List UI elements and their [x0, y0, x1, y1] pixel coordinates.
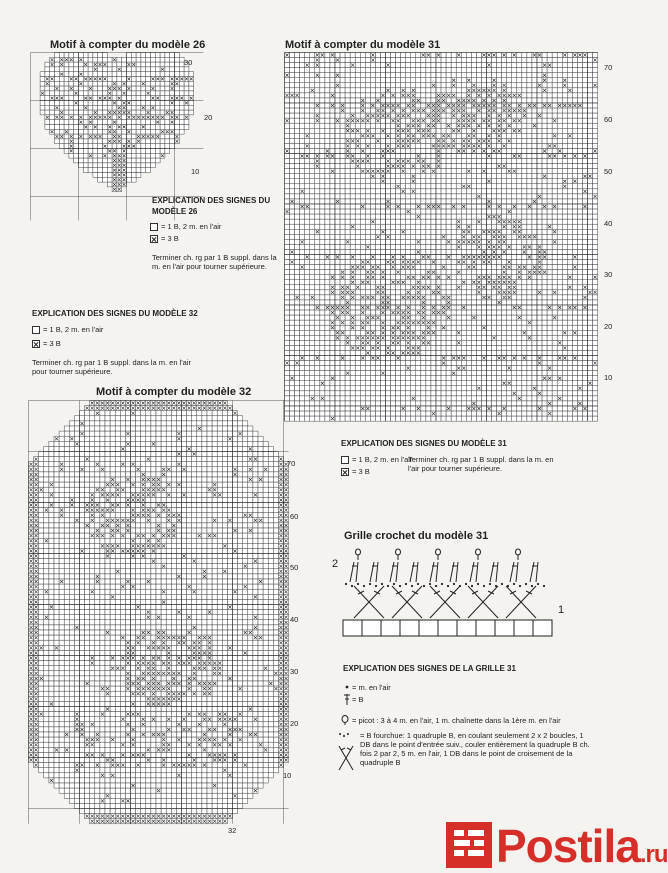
model31-axis-40: 40: [604, 219, 613, 228]
grille31-item-forked: = B fourchue: 1 quadruple B, en coulant seulement 2 x 2 boucles, 1 DB dans le point d'entrée suiv., couler entièrement la quadruple B ch. fois 2 par 2, 5 m. en l'air, 1 DB dans le point de croisement de la quadruple B: [360, 731, 590, 767]
heart-cells: [40, 53, 194, 192]
model26-axis-20: 20: [204, 113, 213, 122]
model32-axis-40: 40: [290, 615, 299, 624]
model26-legend-empty: [150, 222, 221, 231]
chain-dots: [345, 583, 545, 587]
model31-axis-70: 70: [604, 63, 613, 72]
model32-axis-70: 70: [287, 459, 296, 468]
grille31-row-2: 2: [332, 558, 339, 570]
model31-axis-30: 30: [604, 270, 613, 279]
grille31-row-1: 1: [558, 604, 565, 616]
model32-legend-title: EXPLICATION DES SIGNES DU MODÈLE 32: [32, 309, 198, 318]
model32-axis-30: 30: [290, 667, 299, 676]
model32-axis-50: 50: [290, 563, 299, 572]
model31-legend-title: EXPLICATION DES SIGNES DU MODÈLE 31: [341, 439, 507, 448]
forked-treble-icon: [336, 730, 356, 778]
grille31-item-treble: = B: [352, 695, 364, 704]
square31-cells: [285, 53, 598, 422]
model32-title: Motif à compter du modèle 32: [96, 386, 252, 398]
square-chart-31: [284, 52, 600, 424]
cross-square-icon: [341, 468, 349, 476]
model31-axis-60: 60: [604, 115, 613, 124]
watermark-domain: .ru: [639, 841, 668, 868]
model31-axis-50: 50: [604, 167, 613, 176]
model31-legend-empty-label: = 1 B, 2 m. en l'air: [352, 455, 413, 464]
model31-legend-cross: [341, 467, 370, 476]
watermark-brand: [496, 819, 668, 873]
grille31-item-picot: = picot : 3 à 4 m. en l'air, 1 m. chaînette dans la 1ère m. en l'air: [352, 716, 561, 725]
grille31-title: Grille crochet du modèle 31: [344, 530, 489, 542]
model26-axis-10: 10: [191, 167, 200, 176]
model32-axis-20: 20: [290, 719, 299, 728]
model31-axis-10: 10: [604, 373, 613, 382]
grille31-legend-title: EXPLICATION DES SIGNES DE LA GRILLE 31: [343, 664, 516, 673]
model26-legend-cross-label: = 3 B: [161, 234, 179, 243]
model26-legend-cross: [150, 234, 179, 243]
model32-legend-empty-label: = 1 B, 2 m. en l'air: [43, 325, 104, 334]
grille31-item-chain: = m. en l'air: [352, 683, 391, 692]
cross-square-icon: [32, 340, 40, 348]
postila-logo-icon: [446, 822, 492, 868]
model26-axis-30: 30: [184, 58, 193, 67]
model31-note: Terminer ch. rg par 1 B suppl. dans la m. en l'air pour tourner supérieure.: [408, 455, 554, 473]
picot-icon: [338, 714, 352, 726]
model31-title: Motif à compter du modèle 31: [285, 39, 441, 51]
empty-square-icon: [32, 326, 40, 334]
octagon-chart-32: [28, 400, 290, 828]
watermark-brand-name: Postila: [496, 820, 640, 872]
model31-legend-cross-label: = 3 B: [352, 467, 370, 476]
model32-axis-10: 10: [283, 771, 292, 780]
crochet-diagram-31: [340, 544, 556, 640]
model32-legend-cross-label: = 3 B: [43, 339, 61, 348]
model32-legend-cross: [32, 339, 61, 348]
model26-note: Terminer ch. rg par 1 B suppl. dans la m. en l'air pour tourner supérieure.: [152, 253, 277, 271]
model31-legend-empty: [341, 455, 412, 464]
model32-legend-empty: [32, 325, 103, 334]
model32-note: Terminer ch. rg par 1 B suppl. dans la m. en l'air pour tourner supérieure.: [32, 358, 192, 376]
model26-legend-empty-label: = 1 B, 2 m. en l'air: [161, 222, 222, 231]
model26-title: Motif à compter du modèle 26: [50, 39, 206, 51]
model31-axis-20: 20: [604, 322, 613, 331]
model26-legend-title: EXPLICATION DES SIGNES DU MODÈLE 26: [152, 196, 271, 216]
model32-bottom-number: 32: [228, 826, 237, 835]
empty-square-icon: [150, 223, 158, 231]
model32-axis-60: 60: [290, 512, 299, 521]
empty-square-icon: [341, 456, 349, 464]
cross-square-icon: [150, 235, 158, 243]
crochet-stitches: [343, 549, 552, 636]
